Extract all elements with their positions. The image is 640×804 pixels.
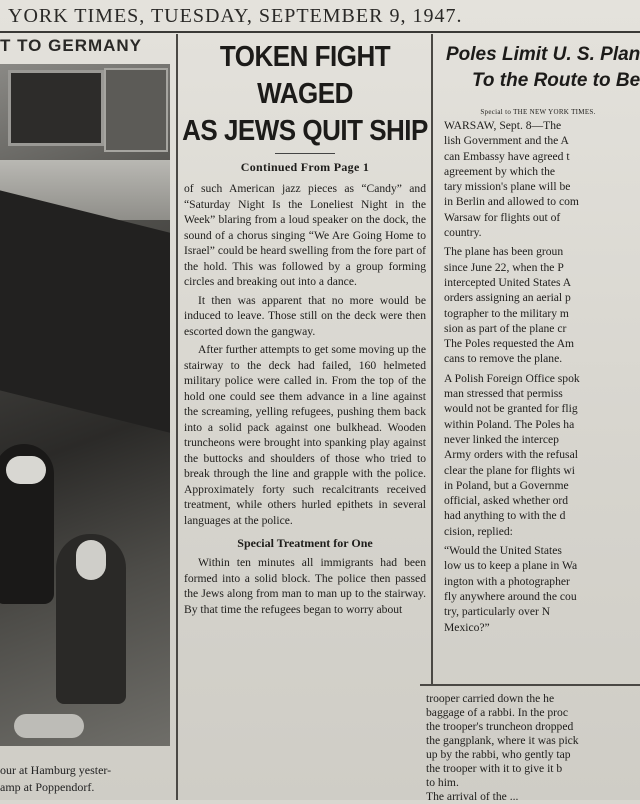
masthead-rule [0,31,640,33]
article-paragraph: After further attempts to get some moving up the stairway to the deck had failed, 160 helmeted military police were called in. From the top of the hold one could see them advance in a line against the screaming, yelling refugees, pushing them back into a solid pack against one bulkhead. Wooden truncheons were brought into spanking play against the buttocks and shoulders of those who tried to break through the line and grapple with the police. Approximately forty such recalcitrants received treatment, while others hurled epithets in several languages at the police. [184,343,426,527]
photo-column [0,34,176,800]
side-paragraph: A Polish Foreign Office spok man stressed that permiss would not be granted for flig within Poland. The Poles ha never linked the intercep Army orders with the refusal clear the plane for flights wi in Poland, but a Governme official, asked whether ord had anything to with the d cision, replied: [444,371,580,538]
caption-line: amp at Poppendorf. [0,780,95,794]
column-divider-left [176,34,178,800]
continued-note: Continued From Page 1 [240,160,370,174]
column-divider-right [431,34,433,684]
side-headline-line: To the Route to Be [472,70,640,91]
headline-line: AS JEWS QUIT SHIP [182,113,428,147]
bottom-line: up by the rabbi, who gently tap [426,748,571,761]
article-headline [180,38,430,149]
photo-headline: T TO GERMANY [0,36,143,55]
bottom-line: The arrival of the ... [426,790,519,803]
side-article-body [436,118,640,635]
masthead-dateline: YORK TIMES, TUESDAY, SEPTEMBER 9, 1947. [8,5,463,27]
bottom-line: to him. [426,776,459,789]
bottom-section-rule [420,684,640,686]
article-paragraph: Within ten minutes all immigrants had been formed into a solid block. The police then passed the Jews along from man to man up to the stairway. By that time the refugees began to worry about [184,556,426,616]
bottom-line: trooper carried down the he [426,692,555,705]
article-subheading: Special Treatment for One [237,536,373,550]
photo-caption [0,762,176,796]
caption-line: our at Hamburg yester- [0,763,112,777]
bottom-line: the trooper with it to give it b [426,762,563,775]
article-paragraph: of such American jazz pieces as “Candy” and “Saturday Night Is the Loneliest Night in the Week” blaring from a loud speaker on the dock, the sound of a chorus singing “We Are Going Home to Israel” could be heard swelling from the fore part of the hold. This was followed by a group forming circles and breaking out into a dance. [184,182,426,288]
article-body [180,181,430,617]
side-headline-line: Poles Limit U. S. Plan [446,44,640,65]
side-paragraph: The plane has been groun since June 22, when the P intercepted United States A orders assigning an aerial p tographer to the military m sion as part of the plane cr The Poles requested the Am cans to remove the plane. [444,245,575,366]
bottom-right-article [420,692,640,804]
side-paragraph: “Would the United States low us to keep a plane in Wa ington with a photographer fly anywhere around the cou try, particularly over N Mexico?” [444,544,578,634]
article-column [180,34,430,800]
news-photograph [0,64,170,746]
headline-rule [275,153,335,154]
side-paragraph: WARSAW, Sept. 8—The lish Government and the A can Embassy have agreed t agreement by which the tary mission's plane will be in Berlin and allowed to com Warsaw for flights out of country. [444,119,579,240]
bottom-line: the gangplank, where it was pick [426,734,579,747]
special-credit: Special to THE NEW YORK TIMES. [480,108,596,116]
article-paragraph: It then was apparent that no more would be induced to leave. Those still on the deck were then escorted down the gangway. [184,293,426,338]
bottom-line: baggage of a rabbi. In the proc [426,706,568,719]
headline-line: TOKEN FIGHT WAGED [219,39,391,110]
bottom-line: the trooper's truncheon dropped [426,720,574,733]
